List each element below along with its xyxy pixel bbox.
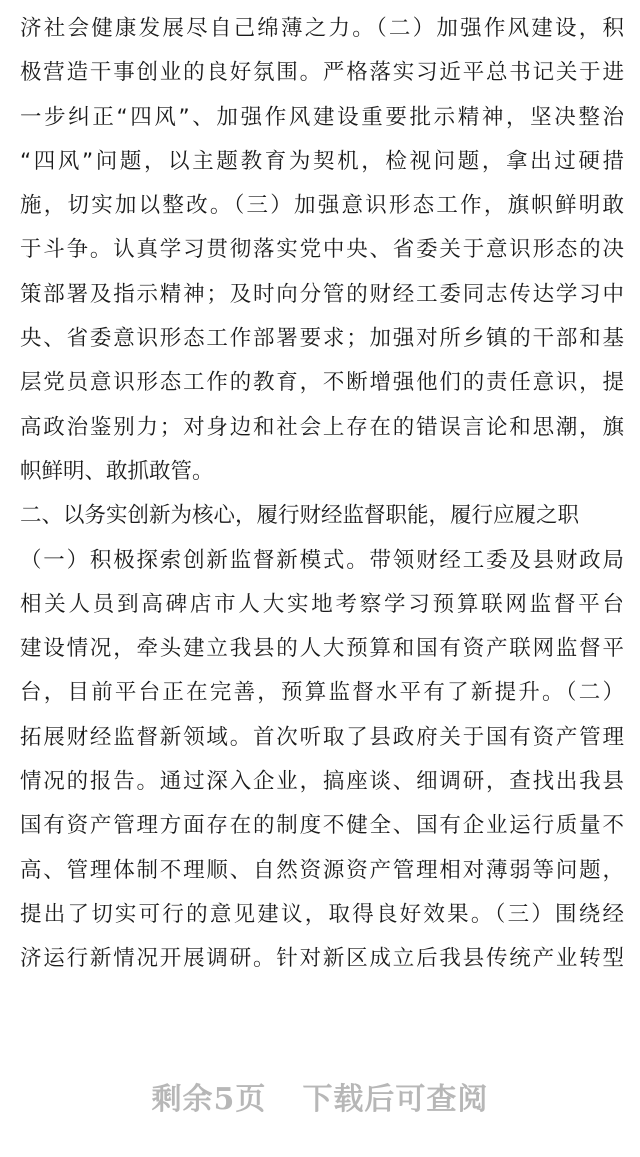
text-line: 层党员意识形态工作的教育，不断增强他们的责任意识，提 <box>20 370 624 396</box>
download-to-view-link[interactable]: 下载后可查阅 <box>302 1082 489 1117</box>
download-prompt-bar[interactable] <box>0 1066 640 1126</box>
text-line: 极营造干事创业的良好氛围。严格落实习近平总书记关于进 <box>20 60 624 86</box>
text-line: 央、省委意识形态工作部署要求；加强对所乡镇的干部和基 <box>20 326 624 352</box>
text-line: （一）积极探索创新监督新模式。带领财经工委及县财政局 <box>20 547 624 573</box>
text-line: 情况的报告。通过深入企业，搞座谈、细调研，查找出我县 <box>20 769 624 795</box>
text-line: 于斗争。认真学习贯彻落实党中央、省委关于意识形态的决 <box>20 237 624 263</box>
text-line: 高、管理体制不理顺、自然资源资产管理相对薄弱等问题， <box>20 857 624 883</box>
document-body <box>20 18 624 993</box>
section-heading: 二、以务实创新为核心，履行财经监督职能，履行应履之职 <box>20 503 580 529</box>
text-line: 济社会健康发展尽自己绵薄之力。（二）加强作风建设，积 <box>20 16 624 41</box>
text-line: 台，目前平台正在完善，预算监督水平有了新提升。（二） <box>20 680 624 706</box>
text-line: 高政治鉴别力；对身边和社会上存在的错误言论和思潮，旗 <box>20 414 624 440</box>
text-line: 济运行新情况开展调研。针对新区成立后我县传统产业转型 <box>20 946 624 972</box>
text-line: 一步纠正“四风”、加强作风建设重要批示精神，坚决整治 <box>20 104 624 130</box>
text-line: 施，切实加以整改。（三）加强意识形态工作，旗帜鲜明敢 <box>20 193 624 219</box>
text-line: 国有资产管理方面存在的制度不健全、国有企业运行质量不 <box>20 813 624 839</box>
text-line: 帜鲜明、敢抓敢管。 <box>20 458 214 484</box>
remaining-pages-label[interactable]: 剩余5页 <box>151 1082 267 1117</box>
text-line: 相关人员到高碑店市人大实地考察学习预算联网监督平台 <box>20 591 624 617</box>
text-line: “四风”问题，以主题教育为契机，检视问题，拿出过硬措 <box>20 148 624 174</box>
text-line: 策部署及指示精神；及时向分管的财经工委同志传达学习中 <box>20 281 624 307</box>
text-line: 提出了切实可行的意见建议，取得良好效果。（三）围绕经 <box>20 901 624 927</box>
text-line: 建设情况，牵头建立我县的人大预算和国有资产联网监督平 <box>20 636 624 662</box>
text-line: 拓展财经监督新领域。首次听取了县政府关于国有资产管理 <box>20 724 624 750</box>
